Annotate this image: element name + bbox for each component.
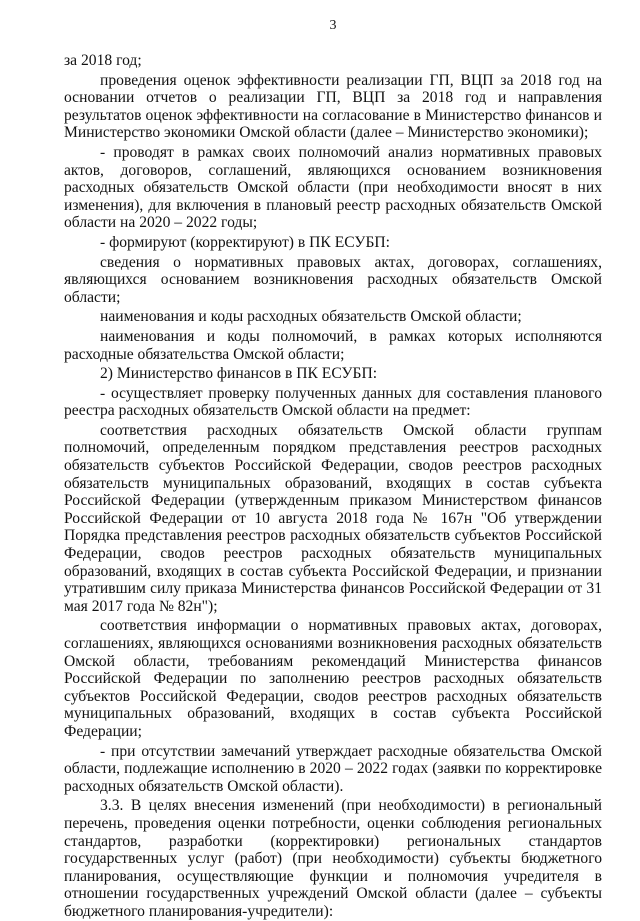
page-number: 3 bbox=[329, 18, 337, 33]
paragraph: за 2018 год; bbox=[64, 52, 142, 69]
paragraph: проведения оценок эффективности реализации ГП, ВЦП за 2018 год на основании отчетов о реализации ГП, ВЦП за 2018 год и направления результатов оценок эффективности на согласование в Министерство финансов и Министерство экономики Омской области (далее – Министерство экономики); bbox=[64, 71, 602, 142]
paragraph: соответствия расходных обязательств Омской области группам полномочий, определенным порядком представления реестров расходных обязательств субъектов Российской Федерации, сводов реестров расходных обязательств муниципальных образований, входящих в состав субъекта Российской Федерации (утвержденным приказом Министерством финансов Российской Федерации от 10 августа 2018 года № 167н "Об утверждении Порядка представления реестров расходных обязательств субъектов Российской Федерации, сводов реестров расходных обязательств муниципальных образований, входящих в состав субъекта Российской Федерации, и признании утратившим силу приказа Министерства финансов Российской Федерации от 31 мая 2017 года № 82н"); bbox=[64, 421, 602, 615]
paragraph: - осуществляет проверку полученных данных для составления планового реестра расходных обязательств Омской области на предмет: bbox=[64, 384, 602, 420]
paragraph: 2) Министерство финансов в ПК ЕСУБП: bbox=[100, 365, 378, 383]
paragraph: 3.3. В целях внесения изменений (при необходимости) в региональный перечень, проведения оценки потребности, оценки соблюдения региональных стандартов, разработки (корректировки) региональных стандартов государственных услуг (работ) (при необходимости) субъекты бюджетного планирования, осуществляющие функции и полномочия учредителя в отношении государственных учреждений Омской области (далее – субъекты бюджетного планирования-учредители): bbox=[64, 797, 602, 920]
paragraph: - при отсутствии замечаний утверждает расходные обязательства Омской области, подлежащие исполнению в 2020 – 2022 годах (заявки по корректировке расходных обязательств Омской области). bbox=[64, 742, 602, 795]
paragraph: - проводят в рамках своих полномочий анализ нормативных правовых актов, договоров, соглашений, являющихся основанием возникновения расходных обязательств Омской области (при необходимости вносят в них изменения), для включения в плановый реестр расходных обязательств Омской области на 2020 – 2022 годы; bbox=[64, 143, 602, 232]
paragraph: наименования и коды полномочий, в рамках которых исполняются расходные обязательства Омской области; bbox=[64, 327, 602, 363]
paragraph: наименования и коды расходных обязательств Омской области; bbox=[100, 308, 522, 326]
paragraph: соответствия информации о нормативных правовых актах, договорах, соглашениях, являющихся основаниями возникновения расходных обязательств Омской области, требованиям рекомендаций Министерства финансов Российской Федерации по заполнению реестров расходных обязательств субъектов Российской Федерации, сводов реестров расходных обязательств муниципальных образований, входящих в состав субъекта Российской Федерации; bbox=[64, 617, 602, 740]
paragraph: сведения о нормативных правовых актах, договорах, соглашениях, являющихся основанием возникновения расходных обязательств Омской области; bbox=[64, 253, 602, 306]
paragraph: - формируют (корректируют) в ПК ЕСУБП: bbox=[100, 233, 390, 251]
document-body bbox=[64, 52, 602, 921]
